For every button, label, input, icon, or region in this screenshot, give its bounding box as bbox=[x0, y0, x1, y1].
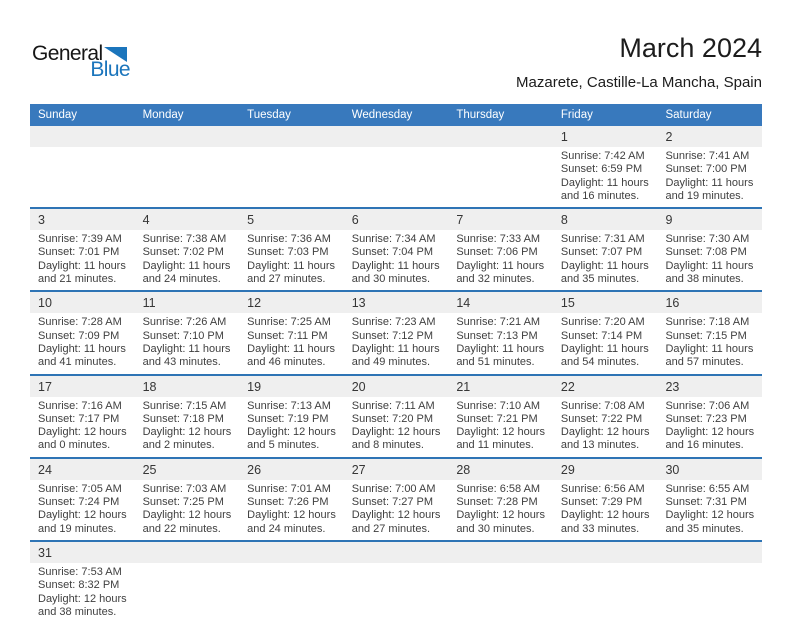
empty-day-cell bbox=[344, 542, 449, 623]
day-cell bbox=[344, 376, 449, 457]
sun-detail-line: Sunrise: 7:42 AM bbox=[560, 150, 645, 162]
week-row bbox=[30, 209, 762, 292]
sun-detail-line: and 33 minutes. bbox=[560, 522, 640, 535]
day-of-week-header: Thursday bbox=[456, 109, 505, 121]
day-cell bbox=[657, 459, 762, 540]
day-number: 9 bbox=[657, 209, 762, 230]
sun-detail-line: and 2 minutes. bbox=[142, 439, 215, 452]
sun-detail-line: Sunrise: 7:25 AM bbox=[247, 316, 331, 329]
day-cell bbox=[239, 209, 344, 290]
day-number bbox=[448, 542, 553, 563]
day-cell bbox=[657, 292, 762, 373]
empty-day-cell bbox=[553, 542, 658, 623]
day-number: 15 bbox=[553, 292, 658, 313]
day-sun-details bbox=[657, 230, 762, 290]
sun-detail-line: Sunset: 7:03 PM bbox=[247, 246, 329, 259]
sun-detail-line: and 35 minutes. bbox=[665, 522, 744, 535]
sun-detail-line: Daylight: 11 hours bbox=[351, 342, 440, 355]
day-number: 10 bbox=[30, 292, 135, 313]
day-cell bbox=[135, 459, 240, 540]
sun-detail-line: Sunrise: 7:53 AM bbox=[38, 565, 122, 578]
sun-detail-line: Sunset: 7:09 PM bbox=[38, 329, 120, 342]
sun-detail-line: and 30 minutes. bbox=[351, 273, 431, 286]
sun-detail-line: and 43 minutes. bbox=[142, 356, 221, 369]
sun-detail-line: and 21 minutes. bbox=[38, 273, 117, 286]
day-sun-details bbox=[30, 480, 135, 540]
day-number bbox=[344, 542, 449, 563]
day-number bbox=[239, 542, 344, 563]
sun-detail-line: Sunset: 7:22 PM bbox=[560, 412, 643, 425]
logo-text-general: General bbox=[32, 42, 103, 65]
sun-detail-line: Sunrise: 7:36 AM bbox=[247, 233, 331, 246]
day-number: 2 bbox=[657, 126, 762, 147]
day-cell bbox=[553, 126, 658, 207]
sun-detail-line: and 32 minutes. bbox=[456, 273, 535, 286]
sun-detail-line: Daylight: 12 hours bbox=[665, 426, 755, 439]
day-sun-details bbox=[344, 480, 449, 540]
sun-detail-line: Daylight: 12 hours bbox=[560, 426, 650, 439]
sun-detail-line: Sunrise: 7:30 AM bbox=[665, 233, 750, 246]
day-number: 4 bbox=[135, 209, 240, 230]
sun-detail-line: and 22 minutes. bbox=[142, 522, 221, 535]
day-cell bbox=[344, 209, 449, 290]
calendar-table bbox=[30, 104, 762, 623]
sun-detail-line: Sunrise: 6:58 AM bbox=[456, 482, 541, 495]
sun-detail-line: Sunset: 7:02 PM bbox=[142, 246, 224, 259]
sun-detail-line: Daylight: 12 hours bbox=[247, 509, 336, 522]
day-number: 21 bbox=[448, 376, 553, 397]
sun-detail-line: and 51 minutes. bbox=[456, 356, 535, 369]
sun-detail-line: Sunset: 7:14 PM bbox=[560, 329, 643, 342]
sun-detail-line: Sunset: 6:59 PM bbox=[560, 163, 643, 176]
sun-detail-line: Sunset: 7:19 PM bbox=[247, 412, 329, 425]
sun-detail-line: and 8 minutes. bbox=[351, 439, 424, 452]
sun-detail-line: Sunset: 7:04 PM bbox=[351, 246, 434, 259]
day-cell bbox=[239, 376, 344, 457]
week-row bbox=[30, 292, 762, 375]
day-sun-details bbox=[553, 480, 658, 540]
sun-detail-line: and 30 minutes. bbox=[456, 522, 535, 535]
sun-detail-line: Sunset: 7:11 PM bbox=[247, 329, 328, 342]
empty-day-cell bbox=[344, 126, 449, 207]
sun-detail-line: and 54 minutes. bbox=[560, 356, 640, 369]
sun-detail-line: Daylight: 11 hours bbox=[665, 342, 754, 355]
empty-day-cell bbox=[30, 126, 135, 207]
sun-detail-line: Sunrise: 7:06 AM bbox=[665, 399, 750, 412]
day-cell bbox=[239, 459, 344, 540]
sun-detail-line: Sunset: 7:23 PM bbox=[665, 412, 747, 425]
day-number: 20 bbox=[344, 376, 449, 397]
sun-detail-line: Sunrise: 7:39 AM bbox=[38, 233, 122, 246]
day-number: 1 bbox=[553, 126, 658, 147]
sun-detail-line: Sunset: 7:07 PM bbox=[560, 246, 643, 259]
day-cell bbox=[448, 292, 553, 373]
general-blue-logo bbox=[32, 44, 131, 81]
day-cell bbox=[657, 126, 762, 207]
sun-detail-line: Sunset: 7:27 PM bbox=[351, 496, 434, 509]
week-row bbox=[30, 459, 762, 542]
day-cell bbox=[30, 542, 135, 623]
month-title: March 2024 bbox=[619, 33, 762, 63]
day-number bbox=[135, 542, 240, 563]
day-number bbox=[344, 126, 449, 147]
sun-detail-line: Sunset: 7:10 PM bbox=[142, 329, 224, 342]
sun-detail-line: and 57 minutes. bbox=[665, 356, 744, 369]
sun-detail-line: Sunrise: 6:55 AM bbox=[665, 482, 750, 495]
sun-detail-line: Sunset: 7:26 PM bbox=[247, 496, 329, 509]
sun-detail-line: Daylight: 11 hours bbox=[142, 259, 231, 272]
day-sun-details bbox=[553, 147, 658, 207]
day-of-week-header: Sunday bbox=[38, 109, 78, 121]
day-number: 6 bbox=[344, 209, 449, 230]
sun-detail-line: and 11 minutes. bbox=[456, 439, 534, 452]
day-number: 5 bbox=[239, 209, 344, 230]
sun-detail-line: and 35 minutes. bbox=[560, 273, 640, 286]
day-number: 24 bbox=[30, 459, 135, 480]
day-sun-details bbox=[553, 230, 658, 290]
sun-detail-line: Daylight: 12 hours bbox=[38, 592, 127, 605]
day-number: 26 bbox=[239, 459, 344, 480]
day-cell bbox=[553, 376, 658, 457]
sun-detail-line: Sunrise: 7:23 AM bbox=[351, 316, 436, 329]
day-number: 31 bbox=[30, 542, 135, 563]
sun-detail-line: Daylight: 11 hours bbox=[665, 259, 754, 272]
day-number: 19 bbox=[239, 376, 344, 397]
day-of-week-header: Wednesday bbox=[351, 109, 413, 121]
day-number bbox=[239, 126, 344, 147]
day-number: 29 bbox=[553, 459, 658, 480]
sun-detail-line: and 38 minutes. bbox=[38, 605, 117, 618]
sun-detail-line: and 0 minutes. bbox=[38, 439, 111, 452]
day-sun-details bbox=[344, 313, 449, 373]
day-of-week-header: Monday bbox=[142, 109, 184, 121]
sun-detail-line: Sunset: 7:00 PM bbox=[665, 163, 747, 176]
day-number bbox=[448, 126, 553, 147]
day-sun-details bbox=[448, 397, 553, 457]
day-number: 16 bbox=[657, 292, 762, 313]
day-number: 12 bbox=[239, 292, 344, 313]
sun-detail-line: Daylight: 11 hours bbox=[247, 342, 336, 355]
empty-day-cell bbox=[239, 542, 344, 623]
sun-detail-line: Sunset: 7:01 PM bbox=[38, 246, 120, 259]
day-number: 30 bbox=[657, 459, 762, 480]
sun-detail-line: Daylight: 11 hours bbox=[456, 259, 545, 272]
sun-detail-line: and 38 minutes. bbox=[665, 273, 744, 286]
day-sun-details bbox=[239, 313, 344, 373]
day-number: 22 bbox=[553, 376, 658, 397]
sun-detail-line: Sunset: 7:06 PM bbox=[456, 246, 538, 259]
sun-detail-line: Sunset: 7:21 PM bbox=[456, 412, 538, 425]
sun-detail-line: Daylight: 12 hours bbox=[351, 426, 441, 439]
sun-detail-line: Sunrise: 7:18 AM bbox=[665, 316, 750, 329]
day-sun-details bbox=[30, 397, 135, 457]
day-sun-details bbox=[448, 480, 553, 540]
day-sun-details bbox=[553, 313, 658, 373]
sun-detail-line: Sunrise: 7:33 AM bbox=[456, 233, 541, 246]
sun-detail-line: and 16 minutes. bbox=[665, 439, 744, 452]
day-cell bbox=[657, 209, 762, 290]
day-number: 11 bbox=[135, 292, 240, 313]
sun-detail-line: Sunrise: 7:13 AM bbox=[247, 399, 331, 412]
sun-detail-line: Sunrise: 7:08 AM bbox=[560, 399, 645, 412]
day-sun-details bbox=[135, 480, 240, 540]
week-row bbox=[30, 542, 762, 623]
sun-detail-line: Daylight: 12 hours bbox=[351, 509, 441, 522]
day-of-week-header: Saturday bbox=[665, 109, 712, 121]
sun-detail-line: Daylight: 12 hours bbox=[142, 426, 232, 439]
day-sun-details bbox=[344, 230, 449, 290]
sun-detail-line: Daylight: 11 hours bbox=[351, 259, 440, 272]
day-sun-details bbox=[30, 230, 135, 290]
day-number bbox=[657, 542, 762, 563]
day-number: 7 bbox=[448, 209, 553, 230]
empty-day-cell bbox=[135, 542, 240, 623]
sun-detail-line: Sunrise: 7:01 AM bbox=[247, 482, 331, 495]
sun-detail-line: Sunrise: 7:16 AM bbox=[38, 399, 122, 412]
sun-detail-line: Sunset: 7:28 PM bbox=[456, 496, 538, 509]
sun-detail-line: and 41 minutes. bbox=[38, 356, 117, 369]
sun-detail-line: and 49 minutes. bbox=[351, 356, 431, 369]
day-sun-details bbox=[553, 397, 658, 457]
sun-detail-line: and 19 minutes. bbox=[38, 522, 117, 535]
day-cell bbox=[448, 376, 553, 457]
sun-detail-line: Sunrise: 7:11 AM bbox=[351, 399, 435, 412]
day-number: 28 bbox=[448, 459, 553, 480]
week-row bbox=[30, 376, 762, 459]
sun-detail-line: Sunset: 7:18 PM bbox=[142, 412, 224, 425]
sun-detail-line: Sunrise: 7:28 AM bbox=[38, 316, 122, 329]
day-cell bbox=[135, 376, 240, 457]
day-cell bbox=[135, 209, 240, 290]
sun-detail-line: and 24 minutes. bbox=[142, 273, 221, 286]
day-number: 25 bbox=[135, 459, 240, 480]
sun-detail-line: Daylight: 12 hours bbox=[456, 509, 545, 522]
sun-detail-line: Sunrise: 7:31 AM bbox=[560, 233, 645, 246]
day-sun-details bbox=[344, 397, 449, 457]
day-number: 14 bbox=[448, 292, 553, 313]
sun-detail-line: Daylight: 11 hours bbox=[247, 259, 336, 272]
day-of-week-row bbox=[30, 104, 762, 126]
sun-detail-line: Daylight: 11 hours bbox=[456, 342, 545, 355]
sun-detail-line: Sunrise: 7:34 AM bbox=[351, 233, 436, 246]
day-sun-details bbox=[239, 397, 344, 457]
empty-day-cell bbox=[239, 126, 344, 207]
sun-detail-line: Sunset: 7:29 PM bbox=[560, 496, 643, 509]
day-cell bbox=[553, 292, 658, 373]
day-cell bbox=[553, 459, 658, 540]
sun-detail-line: Sunrise: 7:20 AM bbox=[560, 316, 645, 329]
day-cell bbox=[30, 292, 135, 373]
day-sun-details bbox=[135, 397, 240, 457]
day-sun-details bbox=[448, 313, 553, 373]
sun-detail-line: Sunrise: 7:26 AM bbox=[142, 316, 227, 329]
day-number: 27 bbox=[344, 459, 449, 480]
day-cell bbox=[30, 459, 135, 540]
sun-detail-line: and 5 minutes. bbox=[247, 439, 320, 452]
day-cell bbox=[30, 376, 135, 457]
day-cell bbox=[344, 292, 449, 373]
day-cell bbox=[239, 292, 344, 373]
sun-detail-line: Daylight: 12 hours bbox=[665, 509, 755, 522]
day-sun-details bbox=[239, 480, 344, 540]
day-sun-details bbox=[657, 397, 762, 457]
day-sun-details bbox=[448, 230, 553, 290]
day-number: 18 bbox=[135, 376, 240, 397]
day-cell bbox=[344, 459, 449, 540]
sun-detail-line: Sunset: 7:12 PM bbox=[351, 329, 434, 342]
sun-detail-line: Sunrise: 7:15 AM bbox=[142, 399, 227, 412]
day-number bbox=[553, 542, 658, 563]
day-cell bbox=[553, 209, 658, 290]
day-number bbox=[135, 126, 240, 147]
sun-detail-line: Sunrise: 7:41 AM bbox=[665, 150, 750, 162]
sun-detail-line: Daylight: 11 hours bbox=[142, 342, 231, 355]
sun-detail-line: and 13 minutes. bbox=[560, 439, 640, 452]
sun-detail-line: Sunset: 7:25 PM bbox=[142, 496, 224, 509]
day-of-week-header: Tuesday bbox=[247, 109, 291, 121]
sun-detail-line: and 19 minutes. bbox=[665, 189, 744, 202]
day-sun-details bbox=[657, 147, 762, 207]
logo-text-blue: Blue bbox=[90, 58, 130, 81]
day-cell bbox=[448, 209, 553, 290]
day-cell bbox=[135, 292, 240, 373]
sun-detail-line: Daylight: 12 hours bbox=[38, 426, 127, 439]
sun-detail-line: and 27 minutes. bbox=[351, 522, 431, 535]
sun-detail-line: and 46 minutes. bbox=[247, 356, 326, 369]
sun-detail-line: and 27 minutes. bbox=[247, 273, 326, 286]
day-cell bbox=[657, 376, 762, 457]
sun-detail-line: Sunrise: 7:03 AM bbox=[142, 482, 227, 495]
sun-detail-line: Sunset: 7:13 PM bbox=[456, 329, 538, 342]
sun-detail-line: Sunset: 7:24 PM bbox=[38, 496, 120, 509]
sun-detail-line: Sunset: 8:32 PM bbox=[38, 579, 120, 592]
sun-detail-line: Sunrise: 7:00 AM bbox=[351, 482, 436, 495]
sun-detail-line: Sunrise: 7:38 AM bbox=[142, 233, 227, 246]
sun-detail-line: Daylight: 11 hours bbox=[38, 342, 126, 355]
empty-day-cell bbox=[448, 542, 553, 623]
day-sun-details bbox=[30, 313, 135, 373]
day-number: 3 bbox=[30, 209, 135, 230]
sun-detail-line: Daylight: 12 hours bbox=[247, 426, 336, 439]
sun-detail-line: Daylight: 12 hours bbox=[38, 509, 127, 522]
day-sun-details bbox=[657, 313, 762, 373]
sun-detail-line: Daylight: 11 hours bbox=[560, 342, 649, 355]
empty-day-cell bbox=[657, 542, 762, 623]
sun-detail-line: Daylight: 11 hours bbox=[560, 176, 649, 189]
day-number bbox=[30, 126, 135, 147]
sun-detail-line: Daylight: 11 hours bbox=[665, 176, 754, 189]
sun-detail-line: and 16 minutes. bbox=[560, 189, 640, 202]
sun-detail-line: Sunset: 7:08 PM bbox=[665, 246, 747, 259]
week-row bbox=[30, 126, 762, 209]
day-cell bbox=[30, 209, 135, 290]
day-number: 23 bbox=[657, 376, 762, 397]
sun-detail-line: Sunrise: 6:56 AM bbox=[560, 482, 645, 495]
sun-detail-line: Daylight: 12 hours bbox=[456, 426, 545, 439]
sun-detail-line: and 24 minutes. bbox=[247, 522, 326, 535]
day-cell bbox=[448, 459, 553, 540]
day-sun-details bbox=[135, 313, 240, 373]
day-number: 17 bbox=[30, 376, 135, 397]
sun-detail-line: Daylight: 12 hours bbox=[560, 509, 650, 522]
day-sun-details bbox=[657, 480, 762, 540]
sun-detail-line: Sunset: 7:17 PM bbox=[38, 412, 120, 425]
day-sun-details bbox=[30, 563, 135, 623]
sun-detail-line: Sunset: 7:15 PM bbox=[665, 329, 747, 342]
empty-day-cell bbox=[448, 126, 553, 207]
day-number: 8 bbox=[553, 209, 658, 230]
sun-detail-line: Sunrise: 7:21 AM bbox=[456, 316, 541, 329]
day-of-week-header: Friday bbox=[560, 109, 593, 121]
day-sun-details bbox=[239, 230, 344, 290]
sun-detail-line: Daylight: 11 hours bbox=[560, 259, 649, 272]
sun-detail-line: Sunrise: 7:05 AM bbox=[38, 482, 122, 495]
calendar-grid bbox=[30, 126, 762, 623]
location-subtitle: Mazarete, Castille-La Mancha, Spain bbox=[516, 74, 762, 91]
sun-detail-line: Sunset: 7:20 PM bbox=[351, 412, 434, 425]
sun-detail-line: Sunset: 7:31 PM bbox=[665, 496, 747, 509]
sun-detail-line: Daylight: 12 hours bbox=[142, 509, 232, 522]
sun-detail-line: Daylight: 11 hours bbox=[38, 259, 126, 272]
empty-day-cell bbox=[135, 126, 240, 207]
day-number: 13 bbox=[344, 292, 449, 313]
day-sun-details bbox=[135, 230, 240, 290]
sun-detail-line: Sunrise: 7:10 AM bbox=[456, 399, 541, 412]
